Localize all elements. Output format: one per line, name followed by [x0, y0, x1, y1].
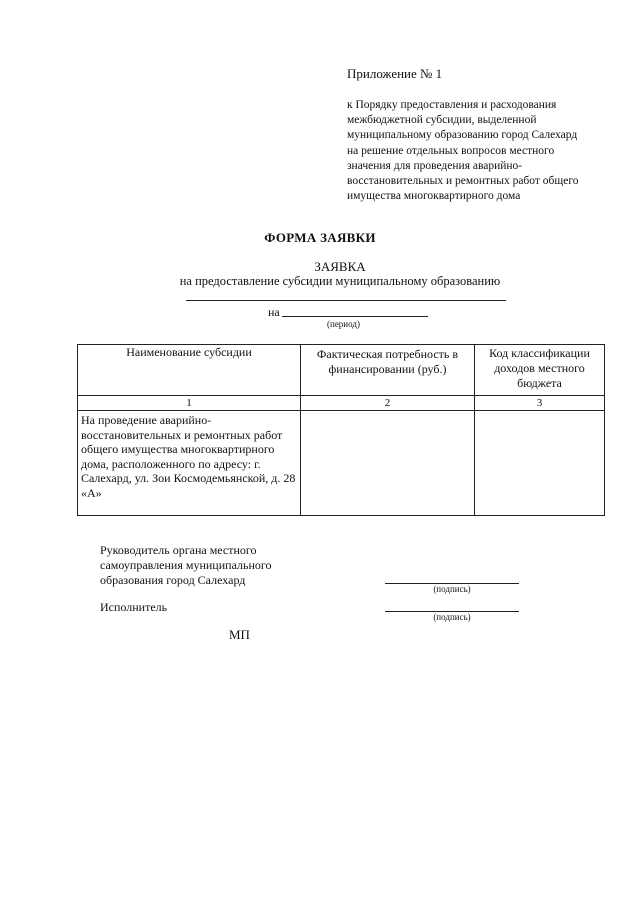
signature-caption: (подпись): [433, 584, 471, 594]
signature-caption: (подпись): [433, 612, 471, 622]
executor-label: Исполнитель: [100, 600, 168, 614]
appendix-title: Приложение № 1: [347, 66, 443, 81]
period-blank-line: [282, 316, 428, 317]
code-cell[interactable]: [475, 411, 605, 516]
appendix-line: к Порядку предоставления и расходования: [347, 99, 557, 111]
subsidy-name-cell[interactable]: На проведение аварийно-восстановительных и ремонтных работ общего имущества многоквартирного дома, расположенного по адресу: г. Салехард, ул. Зои Космодемьянской, д. 28 «А»: [78, 411, 301, 516]
appendix-line: муниципальному образованию город Салехард: [347, 129, 578, 142]
appendix-line: имущества многоквартирного дома: [347, 190, 521, 203]
stamp-place: МП: [229, 627, 250, 642]
document-subtitle: на предоставление субсидии муниципальному образованию: [179, 274, 501, 288]
request-table: [77, 344, 605, 516]
head-signature-field: [385, 583, 519, 594]
document-name: ЗАЯВКА: [314, 259, 366, 274]
header-actual-need: Фактическая потребность в финансировании (руб.): [301, 345, 475, 396]
municipality-blank-line: [186, 300, 506, 301]
column-number: 3: [475, 396, 605, 411]
appendix-line: на решение отдельных вопросов местного: [347, 144, 555, 157]
header-classification-code: Код классификации доходов местного бюджета: [475, 345, 605, 396]
amount-cell[interactable]: [301, 411, 475, 516]
table-row: [78, 411, 605, 516]
executor-signature-field: [385, 611, 519, 622]
appendix-line: межбюджетной субсидии, выделенной: [347, 114, 537, 127]
signatory-line: образования город Салехард: [100, 573, 246, 587]
form-title: ФОРМА ЗАЯВКИ: [264, 230, 376, 245]
signatory-line: Руководитель органа местного: [100, 543, 257, 557]
table-header-row: [78, 345, 605, 396]
column-number: 1: [78, 396, 301, 411]
column-number: 2: [301, 396, 475, 411]
signatory-line: самоуправления муниципального: [100, 558, 272, 572]
appendix-line: восстановительных и ремонтных работ общего: [347, 175, 579, 188]
period-caption: (период): [327, 319, 360, 329]
head-signatory-label: [100, 543, 272, 588]
appendix-line: значения для проведения аварийно-: [347, 159, 523, 172]
appendix-text: [347, 98, 615, 204]
header-subsidy-name: Наименование субсидии: [78, 345, 301, 396]
period-prefix: на: [268, 305, 280, 319]
table-number-row: [78, 396, 605, 411]
